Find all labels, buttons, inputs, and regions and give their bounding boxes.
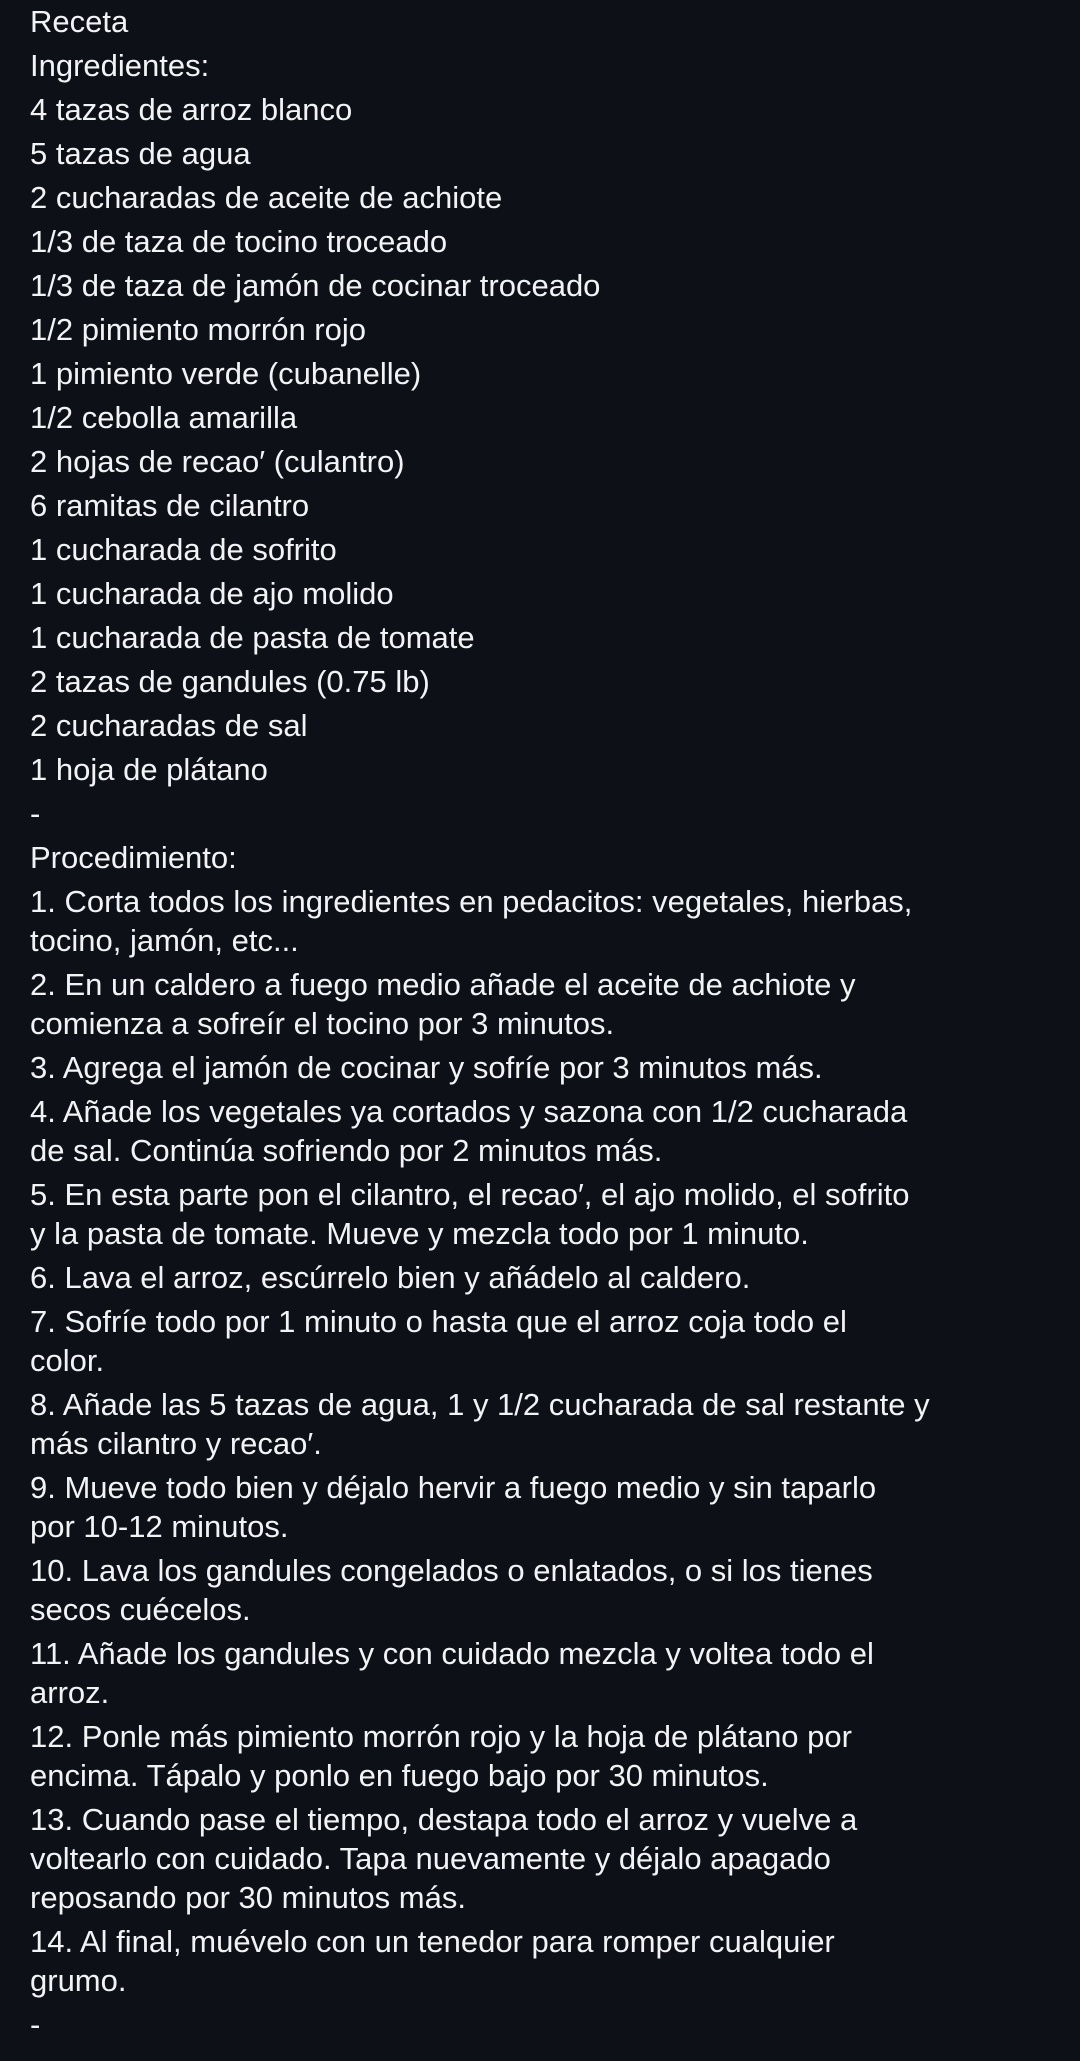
step-line: arroz. <box>30 1675 110 1710</box>
step-line: secos cuécelos. <box>30 1592 251 1627</box>
step-item <box>30 963 1070 1046</box>
step-line: grumo. <box>30 1963 127 1998</box>
step-item <box>30 1715 1070 1798</box>
step-line: comienza a sofreír el tocino por 3 minutos. <box>30 1006 615 1041</box>
step-line: voltearlo con cuidado. Tapa nuevamente y déjalo apagado <box>30 1841 831 1876</box>
step-item <box>30 1383 1070 1466</box>
step-item <box>30 1173 1070 1256</box>
ingredients-heading: Ingredientes: <box>30 48 210 83</box>
step-line: 1. Corta todos los ingredientes en pedacitos: vegetales, hierbas, <box>30 884 913 919</box>
separator-dash: - <box>30 796 41 831</box>
ingredient-item: 2 tazas de gandules (0.75 lb) <box>30 664 430 699</box>
step-item <box>30 1300 1070 1383</box>
step-item <box>30 1090 1070 1173</box>
step-line: color. <box>30 1343 105 1378</box>
step-line: 12. Ponle más pimiento morrón rojo y la hoja de plátano por <box>30 1719 852 1754</box>
step-item <box>30 1632 1070 1715</box>
step-line: 5. En esta parte pon el cilantro, el recao′, el ajo molido, el sofrito <box>30 1177 910 1212</box>
step-line: 6. Lava el arroz, escúrrelo bien y añádelo al caldero. <box>30 1260 751 1295</box>
ingredient-item: 2 cucharadas de sal <box>30 708 308 743</box>
ingredient-item: 1/2 cebolla amarilla <box>30 400 298 435</box>
step-item <box>30 1466 1070 1549</box>
step-line: tocino, jamón, etc... <box>30 923 299 958</box>
ingredient-item: 1 hoja de plátano <box>30 752 268 787</box>
step-line: 4. Añade los vegetales ya cortados y sazona con 1/2 cucharada <box>30 1094 908 1129</box>
ingredient-item: 5 tazas de agua <box>30 136 251 171</box>
step-line: más cilantro y recao′. <box>30 1426 322 1461</box>
step-line: y la pasta de tomate. Mueve y mezcla todo por 1 minuto. <box>30 1216 809 1251</box>
ingredient-item: 1 cucharada de sofrito <box>30 532 337 567</box>
ingredient-item: 1 cucharada de pasta de tomate <box>30 620 475 655</box>
ingredient-item: 1/3 de taza de jamón de cocinar troceado <box>30 268 601 303</box>
step-line: por 10-12 minutos. <box>30 1509 289 1544</box>
step-line: 7. Sofríe todo por 1 minuto o hasta que el arroz coja todo el <box>30 1304 847 1339</box>
step-line: 2. En un caldero a fuego medio añade el aceite de achiote y <box>30 967 856 1002</box>
ingredient-item: 1/2 pimiento morrón rojo <box>30 312 366 347</box>
step-line: encima. Tápalo y ponlo en fuego bajo por 30 minutos. <box>30 1758 769 1793</box>
step-line: 11. Añade los gandules y con cuidado mezcla y voltea todo el <box>30 1636 874 1671</box>
step-item <box>30 880 1070 963</box>
note-body[interactable] <box>30 0 1070 2047</box>
step-item <box>30 1798 1070 1920</box>
step-line: 10. Lava los gandules congelados o enlatados, o si los tienes <box>30 1553 873 1588</box>
ingredient-item: 1 pimiento verde (cubanelle) <box>30 356 422 391</box>
step-line: 8. Añade las 5 tazas de agua, 1 y 1/2 cucharada de sal restante y <box>30 1387 930 1422</box>
step-line: reposando por 30 minutos más. <box>30 1880 466 1915</box>
step-item <box>30 1549 1070 1632</box>
separator-dash: - <box>30 2007 41 2042</box>
note-title: Receta <box>30 4 129 39</box>
ingredient-item: 6 ramitas de cilantro <box>30 488 310 523</box>
ingredient-item: 1/3 de taza de tocino troceado <box>30 224 448 259</box>
step-item <box>30 1256 1070 1300</box>
ingredient-item: 4 tazas de arroz blanco <box>30 92 353 127</box>
step-line: de sal. Continúa sofriendo por 2 minutos más. <box>30 1133 663 1168</box>
step-line: 13. Cuando pase el tiempo, destapa todo el arroz y vuelve a <box>30 1802 858 1837</box>
step-line: 14. Al final, muévelo con un tenedor para romper cualquier <box>30 1924 835 1959</box>
ingredient-item: 2 cucharadas de aceite de achiote <box>30 180 503 215</box>
step-line: 3. Agrega el jamón de cocinar y sofríe por 3 minutos más. <box>30 1050 823 1085</box>
step-item <box>30 1046 1070 1090</box>
ingredient-item: 1 cucharada de ajo molido <box>30 576 394 611</box>
step-item <box>30 1920 1070 2003</box>
procedure-heading: Procedimiento: <box>30 840 237 875</box>
ingredient-item: 2 hojas de recao′ (culantro) <box>30 444 405 479</box>
step-line: 9. Mueve todo bien y déjalo hervir a fuego medio y sin taparlo <box>30 1470 877 1505</box>
